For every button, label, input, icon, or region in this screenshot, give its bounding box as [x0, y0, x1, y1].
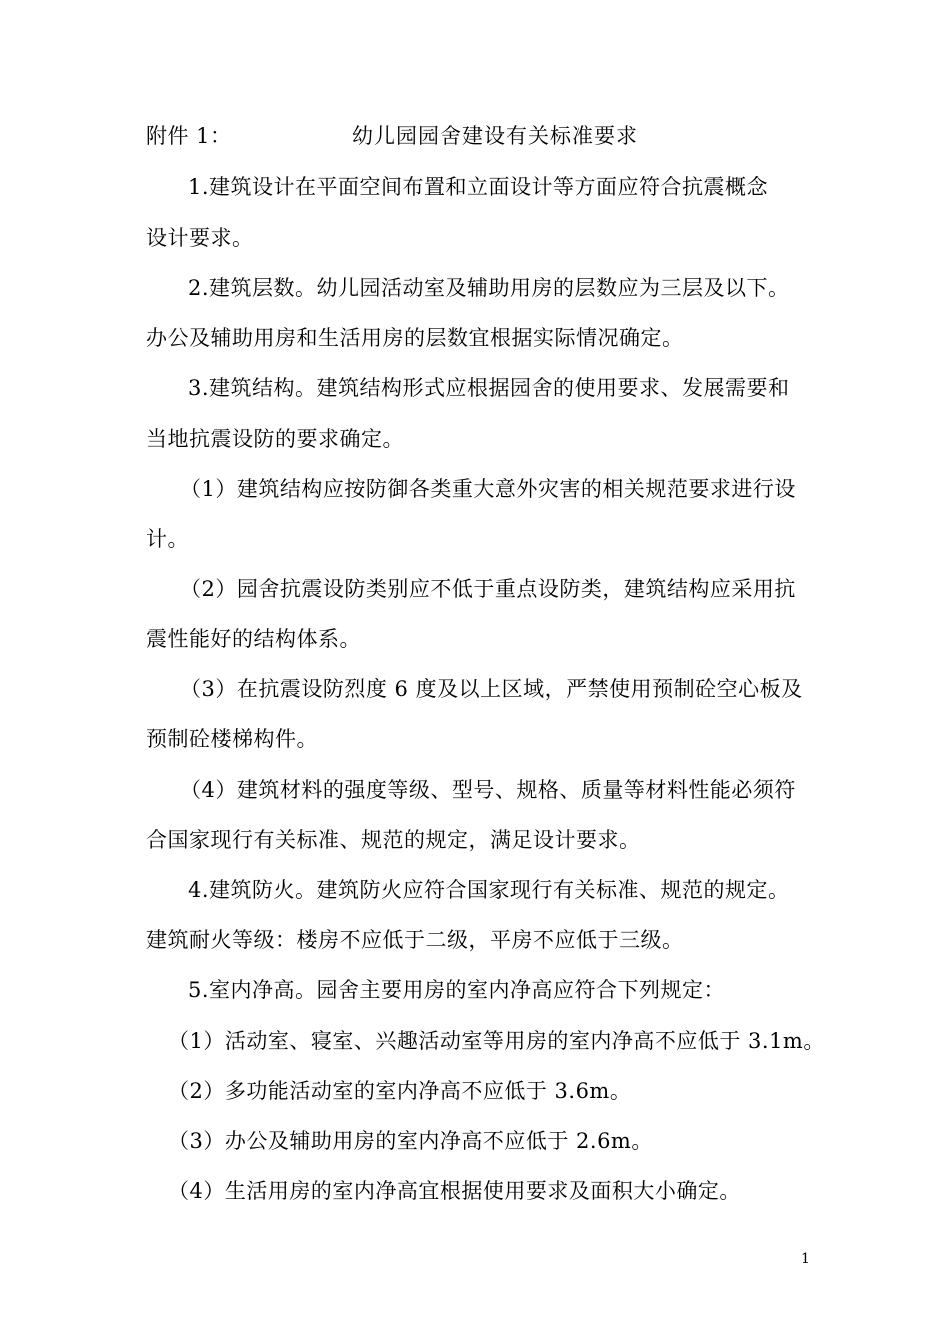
paragraph-3-3-line-2: 预制砼楼梯构件。	[146, 727, 318, 751]
paragraph-3-2-line-1: （2）园舍抗震设防类别应不低于重点设防类，建筑结构应采用抗	[180, 577, 796, 601]
document-title: 幼儿园园舍建设有关标准要求	[352, 124, 638, 148]
paragraph-3-1-line-2: 计。	[146, 527, 189, 551]
page-number: 1	[801, 1251, 810, 1267]
paragraph-5-item-3: （3）办公及辅助用房的室内净高不应低于 2.6m。	[168, 1129, 653, 1153]
paragraph-4-line-1: 4.建筑防火。建筑防火应符合国家现行有关标准、规范的规定。	[188, 878, 790, 902]
attachment-label: 附件 1：	[146, 124, 232, 148]
paragraph-3-4-line-2: 合国家现行有关标准、规范的规定，满足设计要求。	[146, 828, 641, 852]
paragraph-1-line-1: 1.建筑设计在平面空间布置和立面设计等方面应符合抗震概念	[188, 175, 769, 199]
paragraph-3-3-line-1: （3）在抗震设防烈度 6 度及以上区域，严禁使用预制砼空心板及	[180, 677, 803, 701]
paragraph-3-line-1: 3.建筑结构。建筑结构形式应根据园舍的使用要求、发展需要和	[188, 376, 790, 400]
paragraph-3-1-line-1: （1）建筑结构应按防御各类重大意外灾害的相关规范要求进行设	[180, 477, 796, 501]
paragraph-5-line-1: 5.室内净高。园舍主要用房的室内净高应符合下列规定：	[188, 978, 726, 1002]
paragraph-2-line-2: 办公及辅助用房和生活用房的层数宜根据实际情况确定。	[146, 326, 684, 350]
paragraph-5-item-4: （4）生活用房的室内净高宜根据使用要求及面积大小确定。	[168, 1179, 741, 1203]
paragraph-5-item-1: （1）活动室、寝室、兴趣活动室等用房的室内净高不应低于 3.1m。	[168, 1029, 825, 1053]
paragraph-1-line-2: 设计要求。	[146, 226, 254, 250]
paragraph-2-line-1: 2.建筑层数。幼儿园活动室及辅助用房的层数应为三层及以下。	[188, 276, 790, 300]
paragraph-4-line-2: 建筑耐火等级：楼房不应低于二级，平房不应低于三级。	[146, 928, 684, 952]
paragraph-3-line-2: 当地抗震设防的要求确定。	[146, 427, 404, 451]
paragraph-3-2-line-2: 震性能好的结构体系。	[146, 627, 361, 651]
paragraph-5-item-2: （2）多功能活动室的室内净高不应低于 3.6m。	[168, 1079, 632, 1103]
paragraph-3-4-line-1: （4）建筑材料的强度等级、型号、规格、质量等材料性能必须符	[180, 778, 796, 802]
